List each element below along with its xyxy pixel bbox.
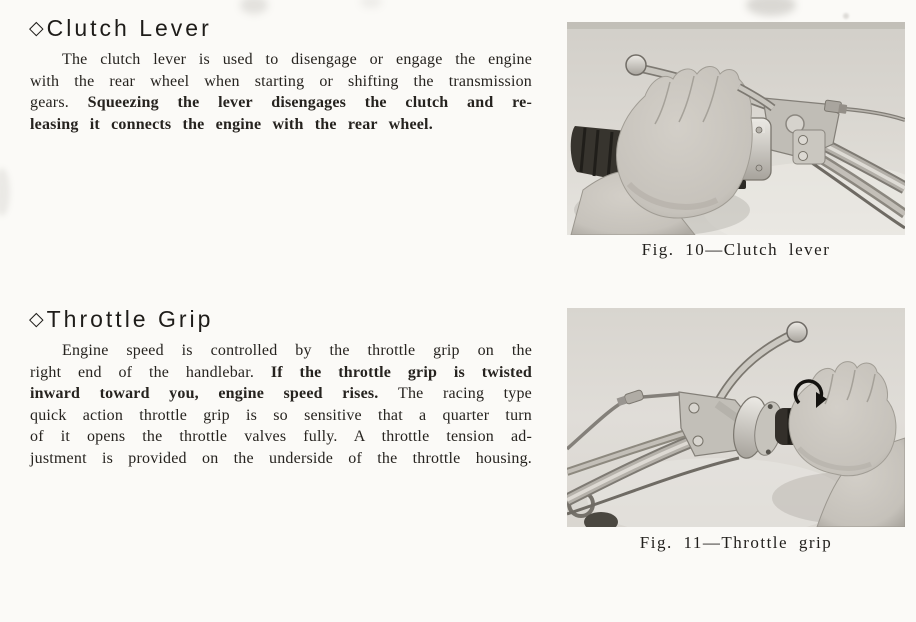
hand-twisting-throttle-grip-photo xyxy=(567,308,905,527)
scan-smudge xyxy=(843,13,849,19)
figure-caption: Fig. 10—Clutch lever xyxy=(641,240,831,259)
diamond-icon: ◇ xyxy=(29,309,44,330)
figure-caption: Fig. 11—Throttle grip xyxy=(639,533,833,552)
throttle-grip-photo xyxy=(567,308,905,527)
text-line: gears. Squeezing the lever disengages the clutch and re- xyxy=(30,94,532,112)
text-line: inward toward you, engine speed rises. The racing type xyxy=(30,385,532,403)
section-heading-text: Throttle Grip xyxy=(46,306,214,332)
text-line: Engine speed is controlled by the throttle grip on the xyxy=(62,342,532,359)
clutch-lever-paragraph xyxy=(30,49,532,135)
section-heading-clutch-lever xyxy=(29,15,212,42)
lever-ball-end xyxy=(787,322,807,342)
lever-ball-end xyxy=(626,55,646,75)
text-line: leasing it connects the engine with the rear wheel. xyxy=(30,115,433,133)
scan-smudge xyxy=(0,168,10,216)
text-line: right end of the handlebar. If the throttle grip is twisted xyxy=(30,363,532,381)
diamond-icon: ◇ xyxy=(29,18,44,39)
text-line: The clutch lever is used to disengage or engage the engine xyxy=(62,51,532,68)
text-line: quick action throttle grip is so sensitive that a quarter turn xyxy=(30,406,532,424)
text-line: of it opens the throttle valves fully. A throttle tension ad- xyxy=(30,428,532,446)
throttle-grip-paragraph xyxy=(30,340,532,470)
scan-smudge xyxy=(746,0,796,16)
text-line: with the rear wheel when starting or shifting the transmission xyxy=(30,72,532,90)
text-line: justment is provided on the underside of the throttle housing. xyxy=(30,449,532,467)
scan-smudge xyxy=(360,0,382,8)
clutch-lever-photo xyxy=(567,22,905,235)
scan-smudge xyxy=(240,0,268,14)
hand-squeezing-clutch-lever-photo xyxy=(567,22,905,235)
section-heading-throttle-grip xyxy=(29,306,213,333)
section-heading-text: Clutch Lever xyxy=(46,15,212,41)
